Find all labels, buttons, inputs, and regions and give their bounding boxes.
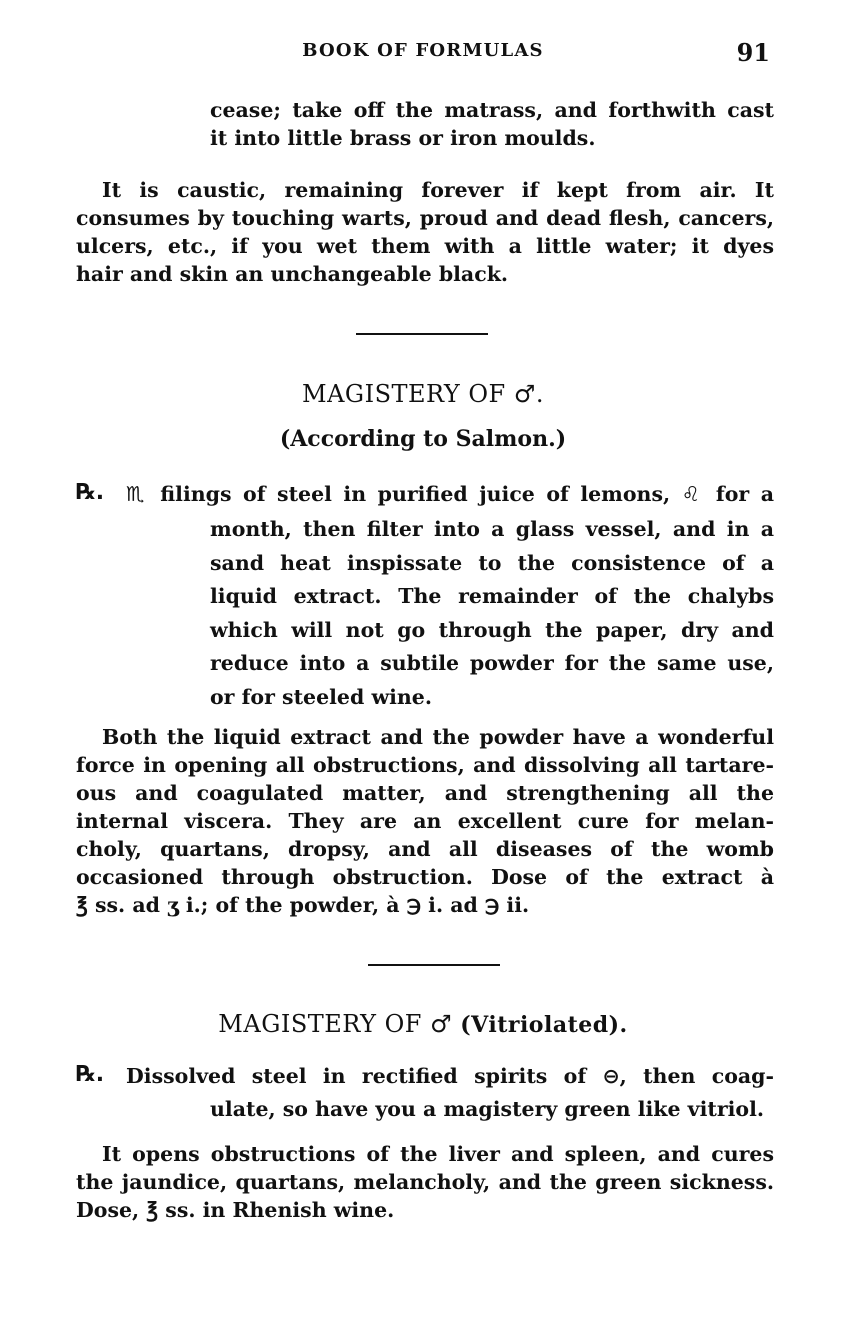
recipe-sign: ℞. (76, 480, 105, 505)
leo-symbol-icon: ♌ (681, 482, 705, 506)
recipe-sign: ℞. (76, 1062, 105, 1087)
text-line: ous and coagulated matter, and strengthening all the (76, 781, 774, 805)
recipe-continuation (210, 96, 774, 152)
recipe-first-line (126, 1062, 774, 1090)
virgo-symbol-icon: ♏ (126, 482, 149, 506)
text-line: sand heat inspissate to the consistence of a (210, 550, 774, 575)
vinegar-symbol-icon: ⊖ (602, 1064, 620, 1088)
text-line: it into little brass or iron moulds. (210, 126, 596, 150)
text-line: ℥ ss. ad ʒ i.; of the powder, à ℈ i. ad ℈ ii. (76, 893, 530, 917)
heading-end: (Vitriolated). (460, 1012, 628, 1038)
text-line: internal viscera. They are an excellent cure for melan- (76, 809, 774, 833)
text-line: consumes by touching warts, proud and dead flesh, cancers, (76, 206, 774, 230)
text-line: month, then filter into a glass vessel, and in a (210, 517, 774, 541)
mars-symbol-icon: ♂ (513, 380, 536, 408)
text-line: It is caustic, remaining forever if kept from air. It (102, 178, 774, 202)
text-line: choly, quartans, dropsy, and all diseases of the womb (76, 837, 774, 861)
heading-text: MAGISTERY OF (218, 1010, 422, 1038)
text-line (126, 480, 774, 508)
text-line: ulate, so have you a magistery green like vitriol. (210, 1097, 765, 1121)
text-line: which will not go through the paper, dry and (210, 617, 774, 642)
text-line: cease; take off the matrass, and forthwith cast (210, 98, 774, 122)
text-line: It opens obstructions of the liver and spleen, and cures (102, 1142, 774, 1166)
mars-symbol-icon: ♂ (430, 1010, 453, 1038)
recipe-text-end: , then coag- (619, 1064, 774, 1088)
text-line: Dose, ℥ ss. in Rhenish wine. (76, 1198, 395, 1222)
text-line: ulcers, etc., if you wet them with a little water; it dyes (76, 234, 774, 258)
section-divider (356, 333, 488, 335)
text-line: the jaundice, quartans, melancholy, and the green sickness. (76, 1170, 774, 1194)
recipe-text: filings of steel in purified juice of lemons, (160, 482, 671, 506)
running-head (0, 38, 846, 68)
paragraph-caustic (76, 176, 774, 288)
recipe-text: Dissolved steel in rectified spirits of (126, 1064, 587, 1088)
text-line: liquid extract. The remainder of the chalybs (210, 584, 774, 608)
section-heading-vitriolated (0, 1010, 846, 1038)
running-title: BOOK OF FORMULAS (302, 40, 544, 61)
text-line: hair and skin an unchangeable black. (76, 262, 509, 286)
text-line: force in opening all obstructions, and dissolving all tartare- (76, 753, 774, 777)
text-line: reduce into a subtile powder for the same use, (210, 651, 774, 675)
text-line: Both the liquid extract and the powder have a wonderful (102, 725, 774, 749)
heading-end: . (535, 380, 544, 408)
page-number: 91 (736, 38, 770, 67)
recipe-first-line (126, 480, 774, 508)
text-line (126, 1062, 774, 1090)
section-subheading: (According to Salmon.) (279, 426, 567, 452)
text-line: occasioned through obstruction. Dose of the extract à (76, 865, 774, 889)
heading-text: MAGISTERY OF (302, 380, 506, 408)
section-heading-magistery (0, 380, 846, 408)
recipe-body (210, 1095, 774, 1123)
section-divider (368, 964, 500, 966)
text-line: or for steeled wine. (210, 684, 432, 709)
recipe-text-end: for a (715, 482, 775, 506)
paragraph-obstructions (76, 1140, 774, 1224)
paragraph-extract (76, 723, 774, 919)
recipe-body (210, 513, 774, 714)
